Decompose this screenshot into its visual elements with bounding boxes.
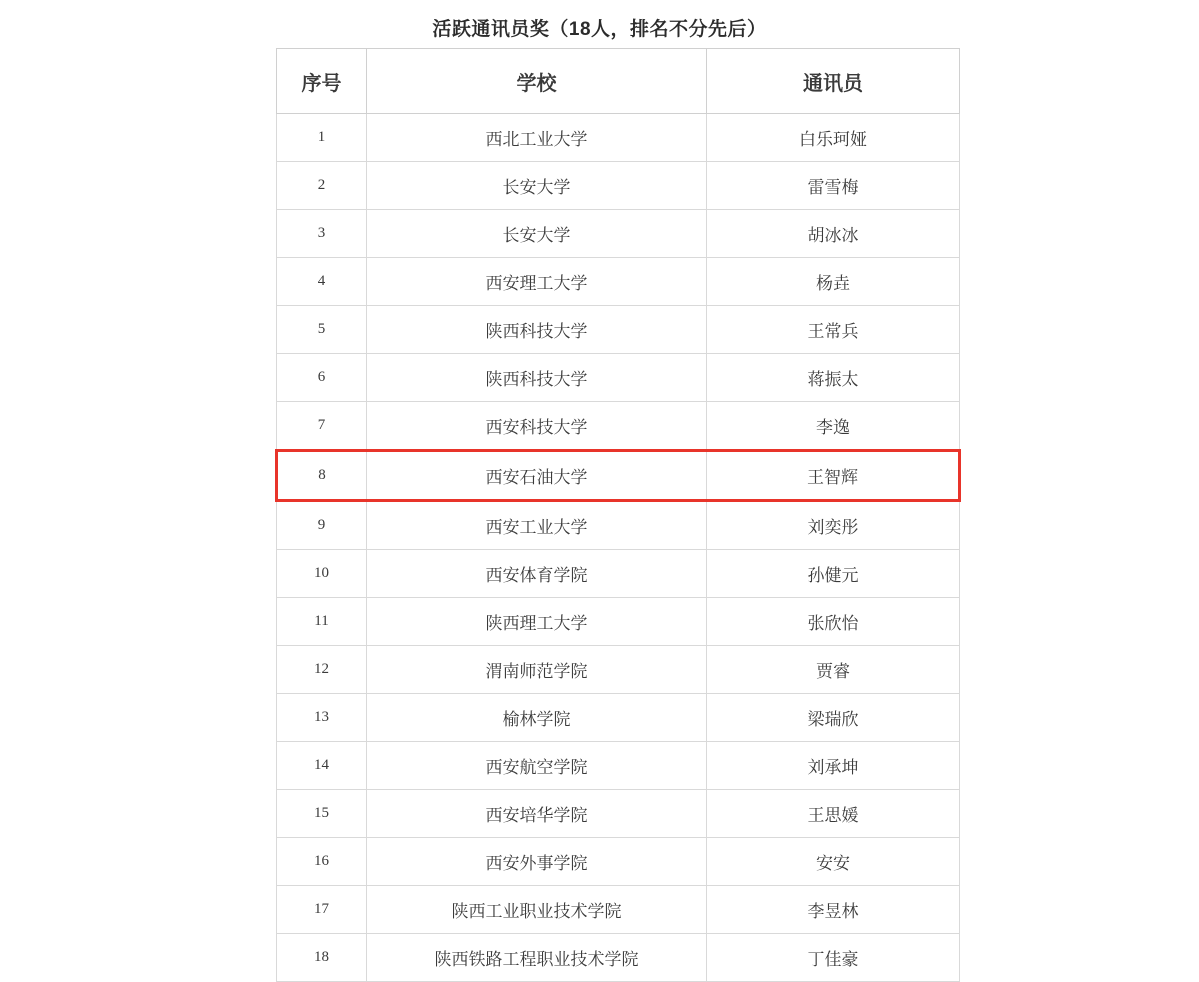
table-row: [277, 114, 960, 162]
table-row: [277, 934, 960, 982]
page-title: 活跃通讯员奖（18人，排名不分先后）: [432, 19, 767, 40]
cell-person: 胡冰冰: [707, 210, 960, 258]
table-row: [277, 790, 960, 838]
cell-index: 10: [277, 550, 367, 598]
cell-person: 贾睿: [707, 646, 960, 694]
table-row: [277, 550, 960, 598]
cell-person: 安安: [707, 838, 960, 886]
cell-person: 刘奕彤: [707, 501, 960, 550]
cell-index: 5: [277, 306, 367, 354]
cell-person: 白乐珂娅: [707, 114, 960, 162]
cell-index: 2: [277, 162, 367, 210]
cell-index: 6: [277, 354, 367, 402]
cell-index: 9: [277, 501, 367, 550]
cell-index: 11: [277, 598, 367, 646]
table-row: [277, 451, 960, 501]
cell-school: 西安科技大学: [367, 402, 707, 451]
table-row: [277, 306, 960, 354]
cell-school: 西安工业大学: [367, 501, 707, 550]
cell-school: 长安大学: [367, 210, 707, 258]
cell-index: 17: [277, 886, 367, 934]
award-table: [275, 48, 961, 982]
cell-school: 西安理工大学: [367, 258, 707, 306]
cell-index: 15: [277, 790, 367, 838]
cell-person: 张欣怡: [707, 598, 960, 646]
table-row: [277, 598, 960, 646]
table-row: [277, 886, 960, 934]
cell-school: 陕西科技大学: [367, 306, 707, 354]
table-row: [277, 210, 960, 258]
cell-index: 18: [277, 934, 367, 982]
award-table-container: [275, 48, 958, 982]
cell-person: 王常兵: [707, 306, 960, 354]
cell-person: 蒋振太: [707, 354, 960, 402]
cell-index: 4: [277, 258, 367, 306]
table-row: [277, 354, 960, 402]
table-row: [277, 646, 960, 694]
cell-index: 12: [277, 646, 367, 694]
cell-index: 1: [277, 114, 367, 162]
cell-index: 16: [277, 838, 367, 886]
cell-person: 王智辉: [707, 451, 960, 501]
table-row: [277, 742, 960, 790]
cell-school: 榆林学院: [367, 694, 707, 742]
table-row: [277, 258, 960, 306]
cell-index: 14: [277, 742, 367, 790]
cell-person: 孙健元: [707, 550, 960, 598]
table-row: [277, 501, 960, 550]
cell-school: 陕西理工大学: [367, 598, 707, 646]
cell-school: 陕西铁路工程职业技术学院: [367, 934, 707, 982]
table-header-row: [277, 49, 960, 114]
cell-person: 梁瑞欣: [707, 694, 960, 742]
table-row: [277, 162, 960, 210]
cell-person: 李昱林: [707, 886, 960, 934]
cell-person: 杨垚: [707, 258, 960, 306]
cell-school: 长安大学: [367, 162, 707, 210]
table-row: [277, 402, 960, 451]
cell-school: 陕西工业职业技术学院: [367, 886, 707, 934]
cell-school: 西安培华学院: [367, 790, 707, 838]
cell-school: 西安石油大学: [367, 451, 707, 501]
cell-index: 13: [277, 694, 367, 742]
cell-person: 雷雪梅: [707, 162, 960, 210]
table-row: [277, 838, 960, 886]
table-row: [277, 694, 960, 742]
cell-person: 刘承坤: [707, 742, 960, 790]
cell-person: 王思媛: [707, 790, 960, 838]
cell-school: 陕西科技大学: [367, 354, 707, 402]
cell-person: 丁佳豪: [707, 934, 960, 982]
cell-person: 李逸: [707, 402, 960, 451]
cell-index: 7: [277, 402, 367, 451]
cell-school: 西北工业大学: [367, 114, 707, 162]
column-header-index: 序号: [277, 49, 367, 114]
cell-school: 西安体育学院: [367, 550, 707, 598]
column-header-school: 学校: [367, 49, 707, 114]
cell-school: 西安外事学院: [367, 838, 707, 886]
cell-index: 8: [277, 451, 367, 501]
cell-school: 渭南师范学院: [367, 646, 707, 694]
table-body: [277, 114, 960, 982]
table-header: [277, 49, 960, 114]
cell-index: 3: [277, 210, 367, 258]
column-header-person: 通讯员: [707, 49, 960, 114]
cell-school: 西安航空学院: [367, 742, 707, 790]
